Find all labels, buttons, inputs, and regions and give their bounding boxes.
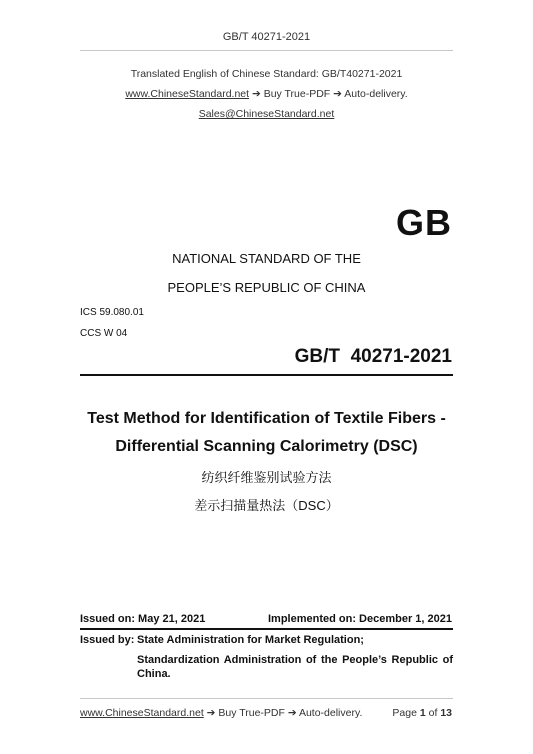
standard-number-rule	[80, 374, 453, 376]
ccs-code: CCS W 04	[80, 328, 128, 339]
footer-site-link[interactable]: www.ChineseStandard.net	[80, 707, 204, 719]
title-zh-line-2: 差示扫描量热法（DSC）	[194, 498, 339, 513]
header-divider	[80, 50, 453, 51]
national-line-2: PEOPLE’S REPUBLIC OF CHINA	[167, 280, 366, 295]
page-indicator	[392, 707, 452, 719]
header-code: GB/T 40271-2021	[222, 31, 311, 43]
issued-by-label: Issued by:	[80, 634, 135, 646]
title-en-line-1: Test Method for Identification of Textile Fibers -	[87, 410, 446, 427]
issuing-org-2-line-1: Standardization Administration of the People’s Republic of	[137, 654, 453, 666]
footer-link-line	[80, 707, 362, 719]
of-label: of	[428, 707, 438, 719]
translation-line: Translated English of Chinese Standard: GB/T40271-2021	[130, 68, 403, 80]
site-suffix: ➔ Buy True-PDF ➔ Auto-delivery.	[249, 88, 408, 100]
dates-rule	[80, 628, 453, 630]
ics-code: ICS 59.080.01	[80, 307, 144, 318]
issuing-org-2-line-2: China.	[137, 668, 171, 680]
page-number: 1	[419, 707, 426, 719]
standard-number: GB/T 40271-2021	[294, 346, 452, 367]
site-link[interactable]: www.ChineseStandard.net	[125, 88, 250, 100]
title-en-line-2: Differential Scanning Calorimetry (DSC)	[115, 438, 418, 455]
implemented-date: Implemented on: December 1, 2021	[267, 613, 452, 625]
total-pages: 13	[440, 707, 452, 719]
page-label: Page	[392, 707, 417, 719]
national-line-1: NATIONAL STANDARD OF THE	[172, 251, 361, 266]
gb-logo: GB	[396, 202, 452, 243]
title-zh-line-1: 纺织纤维鉴别试验方法	[201, 470, 332, 485]
footer-suffix: ➔ Buy True-PDF ➔ Auto-delivery.	[203, 707, 363, 719]
sales-email-link[interactable]: Sales@ChineseStandard.net	[198, 108, 335, 120]
email-line	[0, 108, 533, 120]
issued-date: Issued on: May 21, 2021	[80, 613, 206, 625]
translation-site-line	[0, 88, 533, 100]
footer-divider	[80, 698, 453, 699]
issuing-org-1: State Administration for Market Regulation;	[137, 634, 364, 646]
